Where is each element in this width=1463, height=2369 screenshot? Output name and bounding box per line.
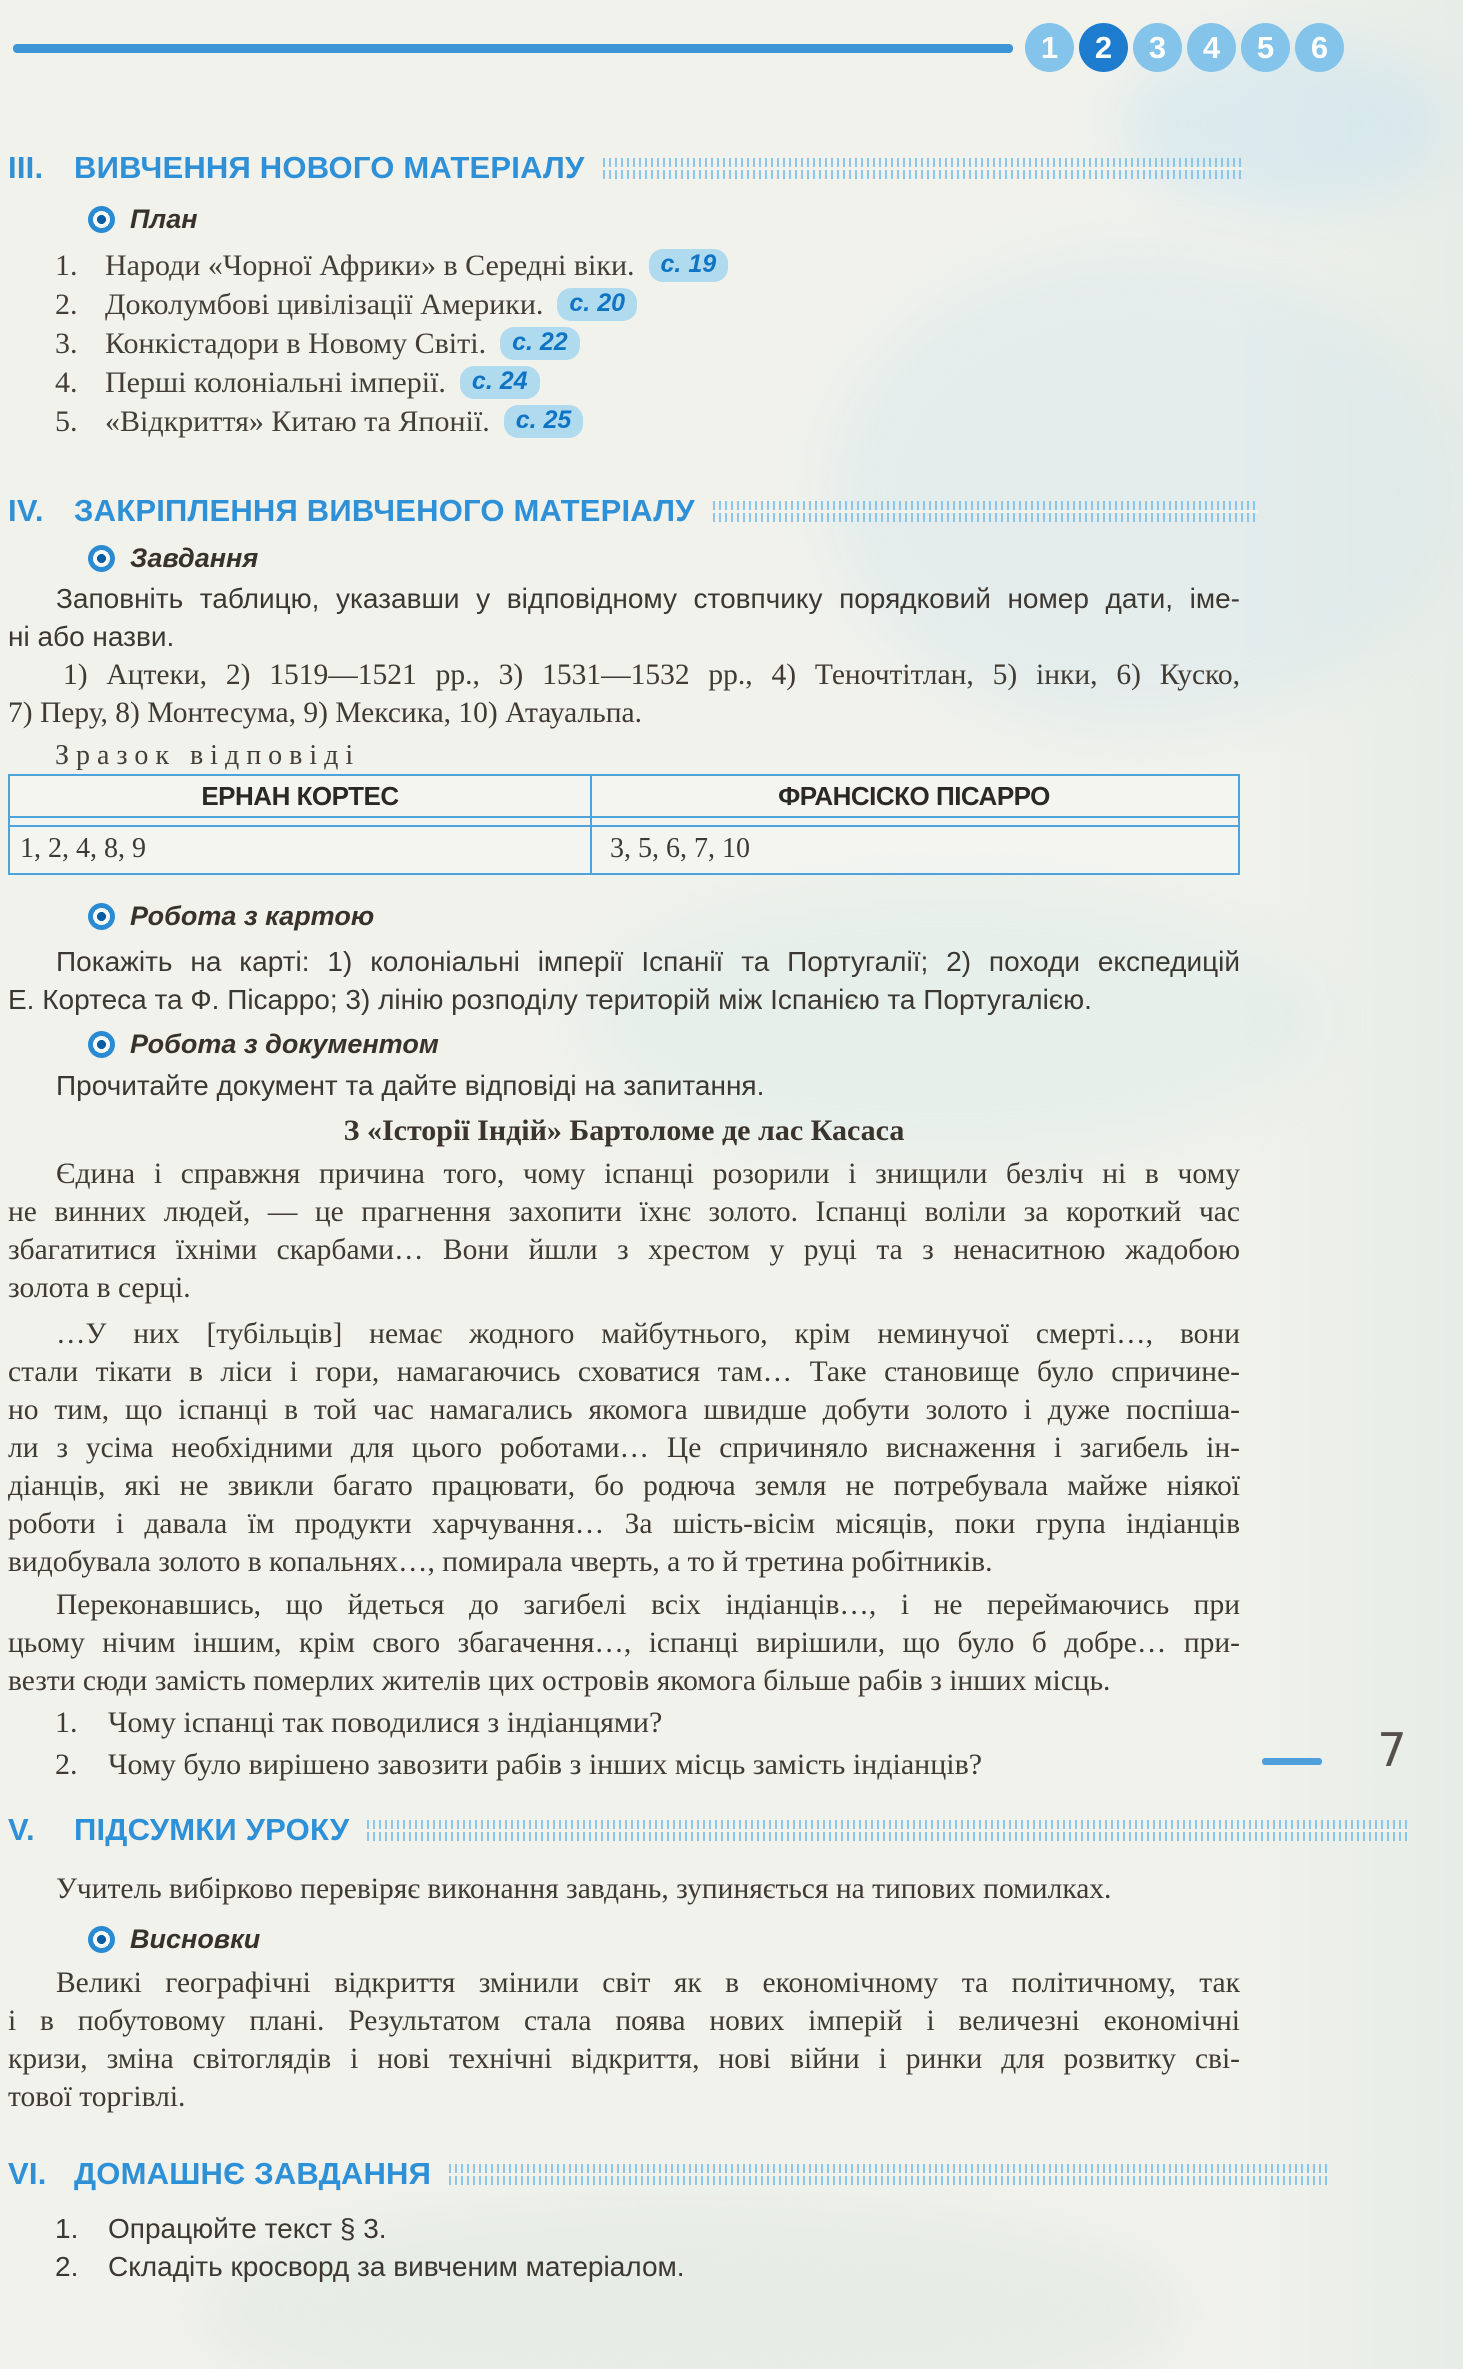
document-line: ли з усіма необхідними для цього роботами… Це спричиняло виснаження і загибель ін- — [8, 1432, 1240, 1464]
page-tab-3: 3 — [1133, 23, 1182, 72]
section-title: ПІДСУМКИ УРОКУ — [74, 1812, 350, 1847]
conclusions-subheading — [88, 1924, 1240, 1954]
question-text: Чому іспанці так поводилися з індіанцями? — [108, 1706, 663, 1739]
item-text: Конкістадори в Новому Світі. — [105, 327, 487, 360]
bullet-ring-icon — [88, 903, 115, 930]
plan-item — [8, 363, 1240, 402]
options-line: 7) Перу, 8) Монтесума, 9) Мексика, 10) Атауальпа. — [8, 697, 642, 729]
answer-table — [8, 774, 1240, 875]
document-line: стали тікати в ліси і гори, намагаючись сховатися там… Таке становище було спричине- — [8, 1356, 1240, 1388]
page-number: 7 — [1377, 1723, 1407, 1777]
document-line: везти сюди замість померлих жителів цих островів якомога більше рабів з інших місць. — [8, 1665, 1111, 1697]
item-number: 5. — [55, 405, 78, 438]
section-title: ЗАКРІПЛЕННЯ ВИВЧЕНОГО МАТЕРІАЛУ — [74, 493, 695, 528]
table-cell-pizarro: 3, 5, 6, 7, 10 — [610, 833, 750, 864]
document-line: но тим, що іспанці в той час намагались якомога швидше добути золото і дуже поспіша- — [8, 1394, 1240, 1426]
section-numeral: III. — [8, 150, 44, 185]
document-line: видобувала золото в копальнях…, помирала чверть, а то й третина робітників. — [8, 1546, 993, 1578]
conclusions-line: тової торгівлі. — [8, 2081, 186, 2113]
plan-label: План — [130, 204, 198, 234]
decorative-ticks — [367, 1820, 1407, 1841]
page-tab-5: 5 — [1241, 23, 1290, 72]
decorative-ticks — [449, 2164, 1329, 2185]
item-text: Перші колоніальні імперії. — [105, 366, 446, 399]
section-heading — [8, 493, 1408, 529]
document-intro-line: Прочитайте документ та дайте відповіді на запитання. — [56, 1070, 765, 1101]
plan-item — [8, 285, 1240, 324]
item-text: Складіть кросворд за вивченим матеріалом. — [108, 2251, 685, 2282]
section-numeral: V. — [8, 1812, 35, 1847]
plan-subheading — [88, 204, 1240, 234]
document-line: роботи і давала їм продукти харчування… За шість-вісім місяців, поки група індіанців — [8, 1508, 1240, 1540]
document-work-subheading — [88, 1029, 1240, 1059]
task-text — [8, 580, 1240, 656]
document-work-label: Робота з документом — [130, 1029, 439, 1059]
plan-list — [8, 246, 1240, 441]
page-tabs — [1025, 23, 1344, 72]
decorative-ticks — [603, 158, 1243, 179]
question-number: 1. — [55, 1706, 78, 1739]
table-header-separator — [10, 818, 1238, 827]
conclusions-line: Великі географічні відкриття змінили світ як в економічному та політичному, так — [56, 1967, 1240, 1999]
section-homework — [8, 2156, 1240, 2286]
conclusions-paragraph — [8, 1964, 1240, 2116]
task-subheading — [88, 543, 1240, 573]
table-header-pizarro: ФРАНСІСКО ПІСАРРО — [778, 781, 1050, 811]
item-number: 1. — [55, 249, 78, 282]
table-row — [10, 827, 1238, 873]
section-title: ВИВЧЕННЯ НОВОГО МАТЕРІАЛУ — [74, 150, 585, 185]
margin-dash — [1262, 1758, 1322, 1765]
bullet-ring-icon — [88, 1926, 115, 1953]
document-line: Єдина і справжня причина того, чому іспанці розорили і знищили безліч ні в чому — [56, 1158, 1240, 1190]
table-header-row — [10, 776, 1238, 818]
map-work-subheading — [88, 901, 1240, 931]
question-text: Чому було вирішено завозити рабів з інших місць замість індіанців? — [108, 1748, 983, 1781]
section-numeral: VI. — [8, 2156, 47, 2191]
task-label: Завдання — [130, 543, 259, 573]
map-work-label: Робота з картою — [130, 901, 375, 931]
section-consolidation — [8, 493, 1240, 1786]
task-text-line: ні або назви. — [8, 621, 175, 652]
document-intro — [8, 1067, 1240, 1105]
document-line: не винних людей, — це прагнення захопити їхнє золото. Іспанці воліли за короткий час — [8, 1196, 1240, 1228]
document-line: цьому нічим іншим, крім свого збагачення…, іспанці вирішили, що було б добре… при- — [8, 1627, 1240, 1659]
document-questions — [8, 1702, 1240, 1786]
section-study-new-material — [8, 150, 1240, 441]
homework-item — [8, 2210, 1240, 2248]
bullet-ring-icon — [88, 545, 115, 572]
document-line: Переконавшись, що йдеться до загибелі всіх індіанців…, і не переймаючись при — [56, 1589, 1240, 1621]
homework-list — [8, 2210, 1240, 2286]
table-cell-cortes: 1, 2, 4, 8, 9 — [20, 833, 146, 864]
page-ref-badge: с. 24 — [460, 366, 540, 399]
plan-item — [8, 324, 1240, 363]
page-tab-4: 4 — [1187, 23, 1236, 72]
summary-text-line: Учитель вибірково перевіряє виконання завдань, зупиняється на типових помилках. — [56, 1873, 1112, 1905]
map-text-line: Покажіть на карті: 1) колоніальні імперії Іспанії та Португалії; 2) походи експедицій — [56, 946, 1240, 977]
table-header-cortes: ЕРНАН КОРТЕС — [201, 781, 399, 811]
header-rule — [13, 44, 1013, 53]
bullet-ring-icon — [88, 1031, 115, 1058]
conclusions-label: Висновки — [130, 1924, 261, 1954]
page-tab-2-active: 2 — [1079, 23, 1128, 72]
document-paragraph-1 — [8, 1155, 1240, 1307]
page-ref-badge: с. 22 — [500, 327, 580, 360]
page-tab-1: 1 — [1025, 23, 1074, 72]
item-text: «Відкриття» Китаю та Японії. — [105, 405, 490, 438]
homework-item — [8, 2248, 1240, 2286]
item-text: Народи «Чорної Африки» в Середні віки. — [105, 249, 635, 282]
item-number: 2. — [55, 288, 78, 321]
section-title: ДОМАШНЄ ЗАВДАННЯ — [74, 2156, 432, 2191]
item-number: 2. — [55, 2251, 79, 2282]
options-list — [8, 656, 1240, 732]
conclusions-line: і в побутовому плані. Результатом стала поява нових імперій і величезні економічні — [8, 2005, 1240, 2037]
section-heading — [8, 150, 1333, 186]
document-paragraph-3 — [8, 1586, 1240, 1700]
item-number: 1. — [55, 2213, 79, 2244]
document-line: …У них [тубільців] немає жодного майбутнього, крім неминучої смерті…, вони — [56, 1318, 1240, 1350]
page-tab-6: 6 — [1295, 23, 1344, 72]
item-number: 4. — [55, 366, 78, 399]
document-line: золота в серці. — [8, 1272, 191, 1304]
task-text-line: Заповніть таблицю, указавши у відповідному стовпчику порядковий номер дати, іме- — [56, 583, 1240, 614]
page-ref-badge: с. 20 — [557, 288, 637, 321]
section-numeral: IV. — [8, 493, 44, 528]
map-text-line: Е. Кортеса та Ф. Пісарро; 3) лінію розподілу територій між Іспанією та Португалією. — [8, 984, 1092, 1015]
options-line: 1) Ацтеки, 2) 1519—1521 рр., 3) 1531—1532 рр., 4) Теночтітлан, 5) інки, 6) Куско, — [63, 659, 1240, 691]
question-item — [8, 1702, 1240, 1744]
sample-answer-label: Зразок відповіді — [55, 740, 361, 771]
bullet-ring-icon — [88, 206, 115, 233]
document-paragraph-2 — [8, 1315, 1240, 1581]
summary-text — [8, 1870, 1240, 1908]
page-ref-badge: с. 19 — [649, 249, 729, 282]
document-line: діанців, які не звикли багато працювати, бо родюча земля не потребувала майже ніякої — [8, 1470, 1240, 1502]
question-item — [8, 1744, 1240, 1786]
plan-item — [8, 246, 1240, 285]
section-heading — [8, 2156, 1450, 2192]
page-ref-badge: с. 25 — [504, 405, 584, 438]
decorative-ticks — [713, 501, 1258, 522]
document-line: збагатитися їхніми скарбами… Вони йшли з хрестом у руці та з ненаситною жадобою — [8, 1234, 1240, 1266]
map-work-text — [8, 943, 1240, 1019]
plan-item — [8, 402, 1240, 441]
conclusions-line: кризи, зміна світоглядів і нові технічні відкриття, нові війни і ринки для розвитку сві- — [8, 2043, 1240, 2075]
table-column-divider — [590, 776, 592, 873]
document-title: З «Історії Індій» Бартоломе де лас Касаса — [343, 1114, 905, 1147]
section-lesson-summary — [8, 1812, 1240, 2116]
item-text: Опрацюйте текст § 3. — [108, 2213, 387, 2244]
question-number: 2. — [55, 1748, 78, 1781]
item-number: 3. — [55, 327, 78, 360]
section-heading — [8, 1812, 1458, 1848]
item-text: Доколумбові цивілізації Америки. — [105, 288, 544, 321]
